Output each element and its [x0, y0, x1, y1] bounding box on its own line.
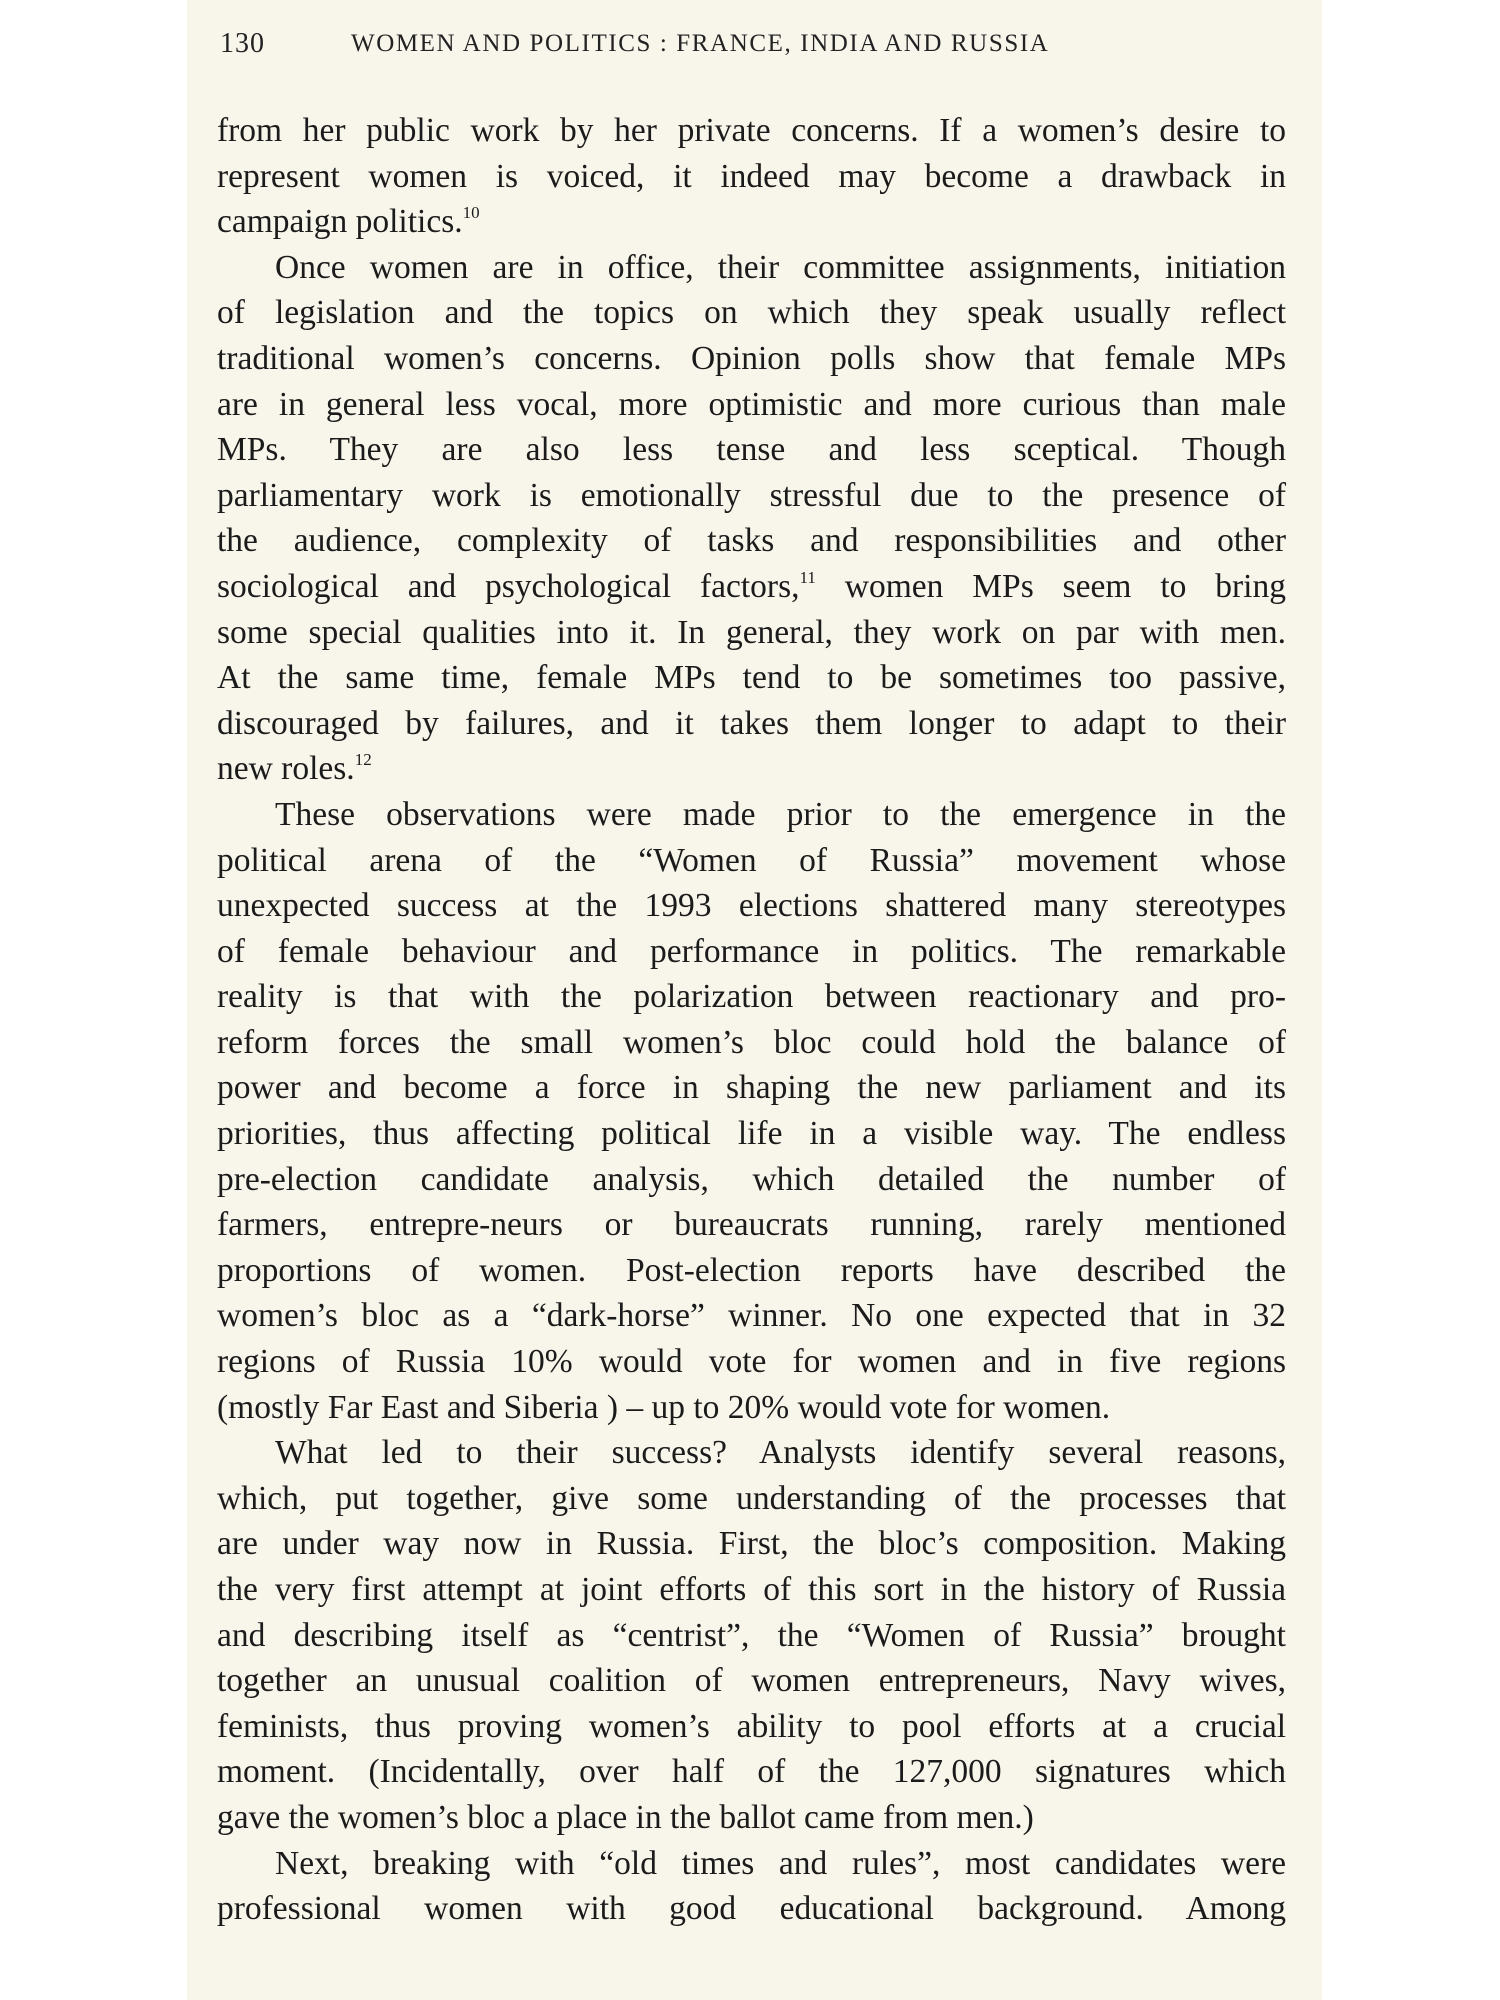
footnote-ref: 12 — [354, 750, 372, 770]
text-line — [217, 245, 1286, 291]
line-content — [217, 1567, 1286, 1613]
text-line — [217, 336, 1286, 382]
text-line — [217, 290, 1286, 336]
line-content — [217, 929, 1286, 975]
line-text: and describing itself as “centrist”, the “Women of Russia” brought — [217, 1616, 1286, 1654]
line-text: pre-election candidate analysis, which detailed the number of — [217, 1160, 1286, 1198]
running-title: WOMEN AND POLITICS : FRANCE, INDIA AND RUSSIA — [351, 30, 1050, 57]
line-text: What led to their success? Analysts identify several reasons, — [275, 1434, 1286, 1472]
line-content — [275, 1430, 1286, 1476]
line-text: from her public work by her private concerns. If a women’s desire to — [217, 112, 1286, 149]
line-text: MPs. They are also less tense and less sceptical. Though — [217, 431, 1286, 469]
text-line — [217, 1157, 1286, 1203]
text-line — [217, 838, 1286, 884]
line-text: of female behaviour and performance in politics. The remarkable — [217, 932, 1286, 970]
line-content — [217, 1339, 1286, 1385]
line-text: professional women with good educational background. Among — [217, 1890, 1286, 1928]
line-text: new roles. — [217, 750, 355, 788]
line-text: which, put together, give some understanding of the processes that — [217, 1479, 1286, 1517]
text-line — [217, 518, 1286, 564]
line-content — [217, 1886, 1286, 1932]
line-content — [217, 1613, 1286, 1659]
line-content — [217, 518, 1286, 564]
line-text: women’s bloc as a “dark-horse” winner. No one expected that in 32 — [217, 1297, 1286, 1335]
text-line — [217, 1430, 1286, 1476]
line-content — [217, 1749, 1286, 1795]
line-content — [217, 1157, 1286, 1203]
line-content — [217, 564, 1286, 610]
line-content — [217, 108, 1286, 154]
line-content — [217, 1020, 1286, 1066]
text-line — [217, 1476, 1286, 1522]
text-line — [217, 1841, 1286, 1887]
text-line — [217, 1111, 1286, 1157]
line-text: (mostly Far East and Siberia ) – up to 20% would vote for women. — [217, 1388, 1111, 1426]
line-content — [217, 701, 1286, 747]
running-header — [220, 28, 1220, 68]
text-line — [217, 655, 1286, 701]
line-text: reality is that with the polarization between reactionary and pro- — [217, 978, 1286, 1016]
text-line — [217, 199, 1286, 245]
text-line — [217, 1020, 1286, 1066]
line-content — [217, 1704, 1286, 1750]
text-line — [217, 1065, 1286, 1111]
line-text: moment. (Incidentally, over half of the 127,000 signatures which — [217, 1753, 1286, 1791]
line-content — [217, 1293, 1286, 1339]
line-content — [217, 1065, 1286, 1111]
line-text: traditional women’s concerns. Opinion polls show that female MPs — [217, 339, 1286, 377]
text-line — [217, 1704, 1286, 1750]
line-content — [275, 1841, 1286, 1887]
line-content — [217, 1795, 1286, 1841]
text-line — [217, 746, 1286, 792]
line-content — [217, 336, 1286, 382]
text-line — [217, 1613, 1286, 1659]
line-text: reform forces the small women’s bloc could hold the balance of — [217, 1023, 1286, 1061]
line-content — [217, 610, 1286, 656]
line-content — [217, 382, 1286, 428]
line-text: of legislation and the topics on which they speak usually reflect — [217, 294, 1286, 332]
page-number: 130 — [220, 28, 265, 59]
text-line — [217, 1567, 1286, 1613]
text-line — [217, 1658, 1286, 1704]
line-text: regions of Russia 10% would vote for women and in five regions — [217, 1343, 1286, 1381]
line-content — [275, 245, 1286, 291]
line-content — [275, 792, 1286, 838]
line-text: feminists, thus proving women’s ability to pool efforts at a crucial — [217, 1707, 1286, 1745]
line-text: are in general less vocal, more optimistic and more curious than male — [217, 385, 1286, 423]
line-content — [217, 1521, 1286, 1567]
line-content — [217, 1476, 1286, 1522]
line-content — [217, 883, 1286, 929]
text-line — [217, 154, 1286, 200]
text-line — [217, 929, 1286, 975]
line-content — [217, 1385, 1286, 1431]
line-content — [217, 746, 1286, 792]
line-content — [217, 655, 1286, 701]
line-text: farmers, entrepre-neurs or bureaucrats running, rarely mentioned — [217, 1206, 1286, 1244]
line-text: are under way now in Russia. First, the bloc’s composition. Making — [217, 1525, 1286, 1563]
text-line — [217, 701, 1286, 747]
line-text: unexpected success at the 1993 elections shattered many stereotypes — [217, 887, 1286, 925]
line-text: together an unusual coalition of women entrepreneurs, Navy wives, — [217, 1662, 1286, 1700]
line-text: These observations were made prior to the emergence in the — [275, 795, 1286, 833]
line-text: the audience, complexity of tasks and responsibilities and other — [217, 522, 1286, 560]
line-content — [217, 1658, 1286, 1704]
text-line — [217, 1521, 1286, 1567]
line-content — [217, 974, 1286, 1020]
line-text: women MPs seem to bring — [815, 567, 1286, 605]
text-line — [217, 1749, 1286, 1795]
line-content — [217, 199, 1286, 245]
line-text: Next, breaking with “old times and rules”, most candidates were — [275, 1844, 1286, 1882]
line-text: power and become a force in shaping the new parliament and its — [217, 1069, 1286, 1107]
line-text: sociological and psychological factors, — [217, 567, 800, 605]
line-text: priorities, thus affecting political life in a visible way. The endless — [217, 1115, 1286, 1153]
line-text: represent women is voiced, it indeed may become a drawback in — [217, 157, 1286, 195]
line-text: Once women are in office, their committee assignments, initiation — [275, 248, 1286, 286]
text-line — [217, 382, 1286, 428]
line-text: the very first attempt at joint efforts of this sort in the history of Russia — [217, 1571, 1286, 1608]
line-content — [217, 290, 1286, 336]
line-text: proportions of women. Post-election reports have described the — [217, 1251, 1286, 1289]
line-content — [217, 1202, 1286, 1248]
line-content — [217, 838, 1286, 884]
line-text: At the same time, female MPs tend to be sometimes too passive, — [217, 659, 1286, 697]
footnote-ref: 11 — [799, 567, 816, 587]
line-text: gave the women’s bloc a place in the ballot came from men.) — [217, 1798, 1034, 1836]
text-line — [217, 1385, 1286, 1431]
footnote-ref: 10 — [462, 203, 480, 223]
text-line — [217, 473, 1286, 519]
line-text: political arena of the “Women of Russia” movement whose — [217, 841, 1286, 879]
body-text — [217, 108, 1286, 1932]
text-line — [217, 1248, 1286, 1294]
line-content — [217, 1248, 1286, 1294]
line-text: parliamentary work is emotionally stressful due to the presence of — [217, 476, 1286, 514]
line-text: some special qualities into it. In general, they work on par with men. — [217, 613, 1286, 651]
text-line — [217, 108, 1286, 154]
line-text: campaign politics. — [217, 203, 463, 241]
line-content — [217, 1111, 1286, 1157]
text-line — [217, 610, 1286, 656]
text-line — [217, 427, 1286, 473]
line-content — [217, 473, 1286, 519]
text-line — [217, 564, 1286, 610]
line-content — [217, 154, 1286, 200]
line-text: discouraged by failures, and it takes them longer to adapt to their — [217, 704, 1286, 742]
text-line — [217, 974, 1286, 1020]
text-line — [217, 1339, 1286, 1385]
text-line — [217, 883, 1286, 929]
text-line — [217, 1795, 1286, 1841]
text-line — [217, 1886, 1286, 1932]
text-line — [217, 1202, 1286, 1248]
line-content — [217, 427, 1286, 473]
text-line — [217, 792, 1286, 838]
text-line — [217, 1293, 1286, 1339]
